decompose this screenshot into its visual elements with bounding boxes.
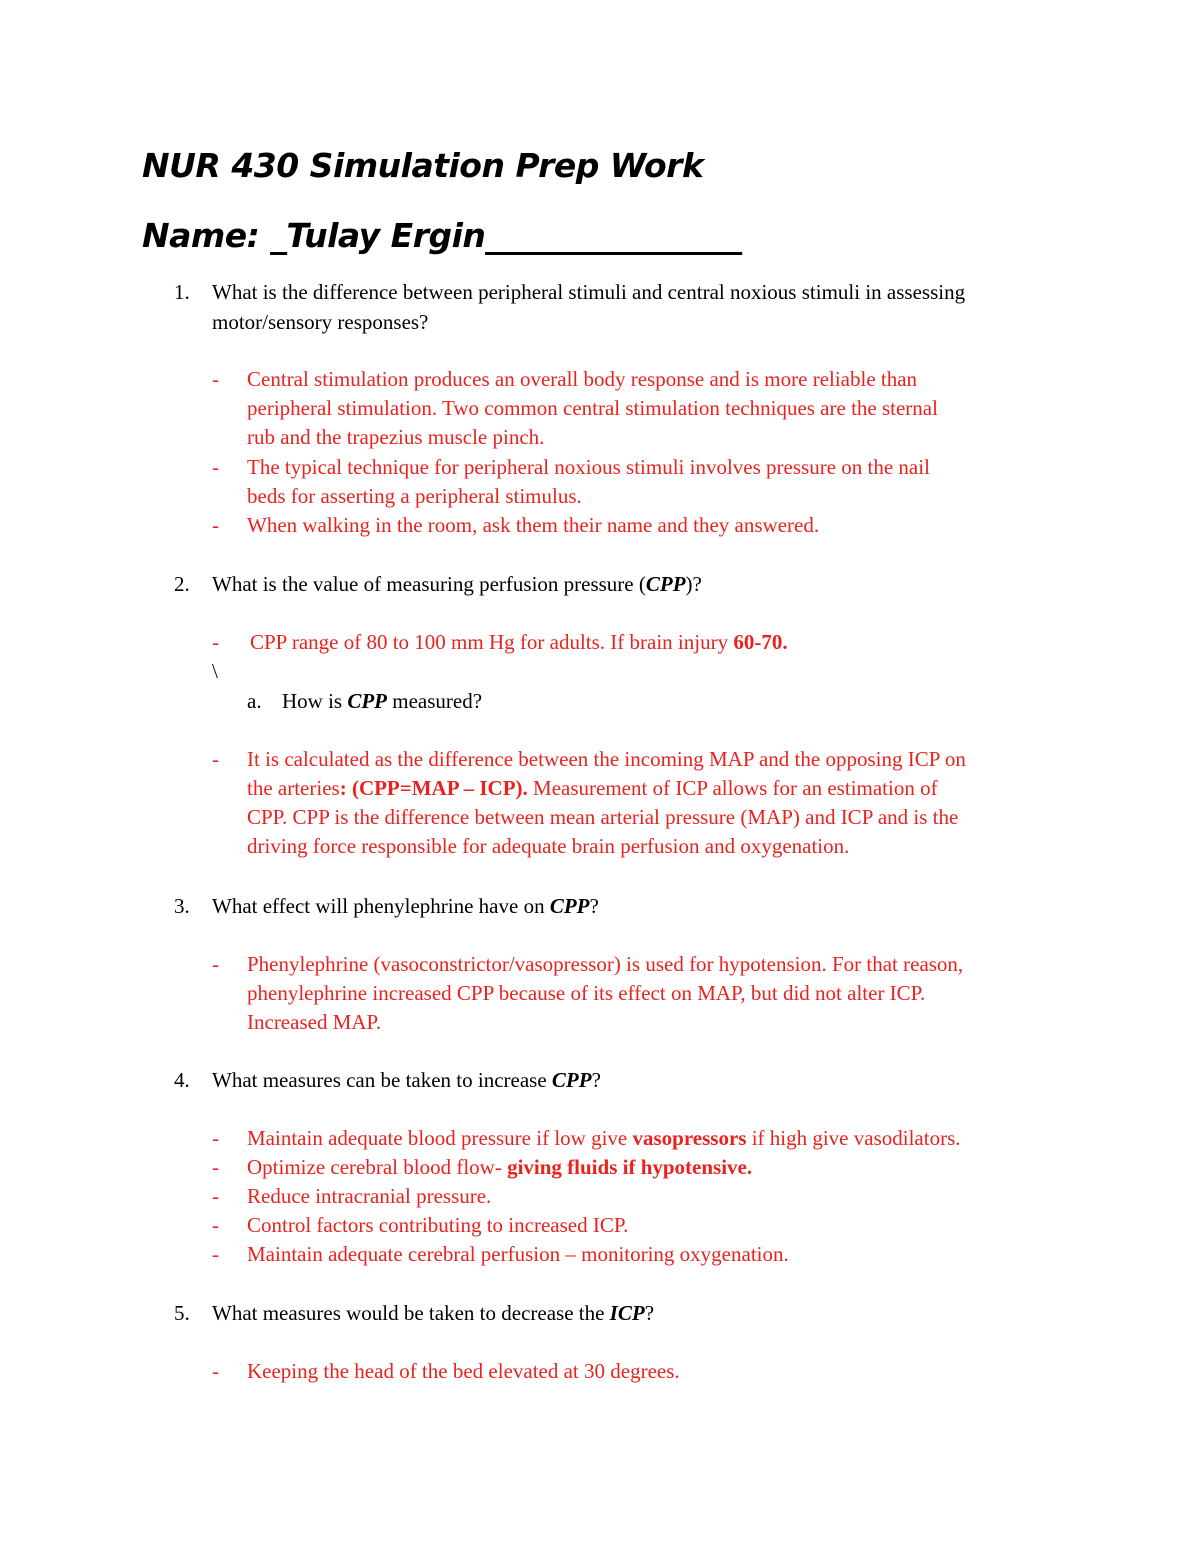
answer-3-1-cont: Increased MAP. [247,1010,382,1034]
question-5-text: What measures would be taken to decrease the ICP? [212,1301,655,1325]
answer-2-2: It is calculated as the difference between the incoming MAP and the opposing ICP on [247,747,966,771]
name-line: Name: _Tulay Ergin________________ [142,216,742,255]
answer-1-1: Central stimulation produces an overall body response and is more reliable than [247,367,918,391]
answer-1-1-cont: rub and the trapezius muscle pinch. [247,425,545,449]
bullet-dash: - [212,747,219,771]
answer-4-4: Control factors contributing to increased ICP. [247,1213,629,1237]
answer-1-2: The typical technique for peripheral noxious stimuli involves pressure on the nail [247,455,930,479]
answer-2-2-cont: CPP. CPP is the difference between mean arterial pressure (MAP) and ICP and is the [247,805,959,829]
bullet-dash: - [212,1126,219,1150]
stray-backslash: \ [212,659,218,683]
bullet-dash: - [212,1242,219,1266]
answer-4-3: Reduce intracranial pressure. [247,1184,492,1208]
question-3-text: What effect will phenylephrine have on CPP? [212,894,599,918]
question-2-text: What is the value of measuring perfusion pressure (CPP)? [212,572,702,596]
answer-2-1: CPP range of 80 to 100 mm Hg for adults. If brain injury 60-70. [250,630,788,654]
answer-1-2-cont: beds for asserting a peripheral stimulus. [247,484,582,508]
bullet-dash: - [212,513,219,537]
bullet-dash: - [212,1359,219,1383]
question-1-text-cont: motor/sensory responses? [212,310,429,334]
answer-1-3: When walking in the room, ask them their name and they answered. [247,513,820,537]
bullet-dash: - [212,1213,219,1237]
answer-4-1: Maintain adequate blood pressure if low give vasopressors if high give vasodilators. [247,1126,961,1150]
bullet-dash: - [212,367,219,391]
answer-4-2: Optimize cerebral blood flow- giving fluids if hypotensive. [247,1155,753,1179]
bullet-dash: - [212,630,219,654]
answer-2-2-cont: the arteries: (CPP=MAP – ICP). Measurement of ICP allows for an estimation of [247,776,938,800]
bullet-dash: - [212,1155,219,1179]
answer-2-2-cont: driving force responsible for adequate brain perfusion and oxygenation. [247,834,850,858]
question-4-number: 4. [174,1068,190,1092]
bullet-dash: - [212,455,219,479]
question-1-text: What is the difference between peripheral stimuli and central noxious stimuli in assessing [212,280,966,304]
question-5-number: 5. [174,1301,190,1325]
question-3-number: 3. [174,894,190,918]
answer-3-1-cont: phenylephrine increased CPP because of its effect on MAP, but did not alter ICP. [247,981,926,1005]
question-2-number: 2. [174,572,190,596]
answer-5-1: Keeping the head of the bed elevated at 30 degrees. [247,1359,680,1383]
bullet-dash: - [212,952,219,976]
answer-4-5: Maintain adequate cerebral perfusion – monitoring oxygenation. [247,1242,789,1266]
answer-1-1-cont: peripheral stimulation. Two common central stimulation techniques are the sternal [247,396,938,420]
answer-3-1: Phenylephrine (vasoconstrictor/vasopressor) is used for hypotension. For that reason, [247,952,964,976]
subquestion-2a-letter: a. [247,689,262,713]
document-title: NUR 430 Simulation Prep Work [142,146,704,185]
question-1-number: 1. [174,280,190,304]
bullet-dash: - [212,1184,219,1208]
question-4-text: What measures can be taken to increase CPP? [212,1068,601,1092]
subquestion-2a-text: How is CPP measured? [282,689,483,713]
